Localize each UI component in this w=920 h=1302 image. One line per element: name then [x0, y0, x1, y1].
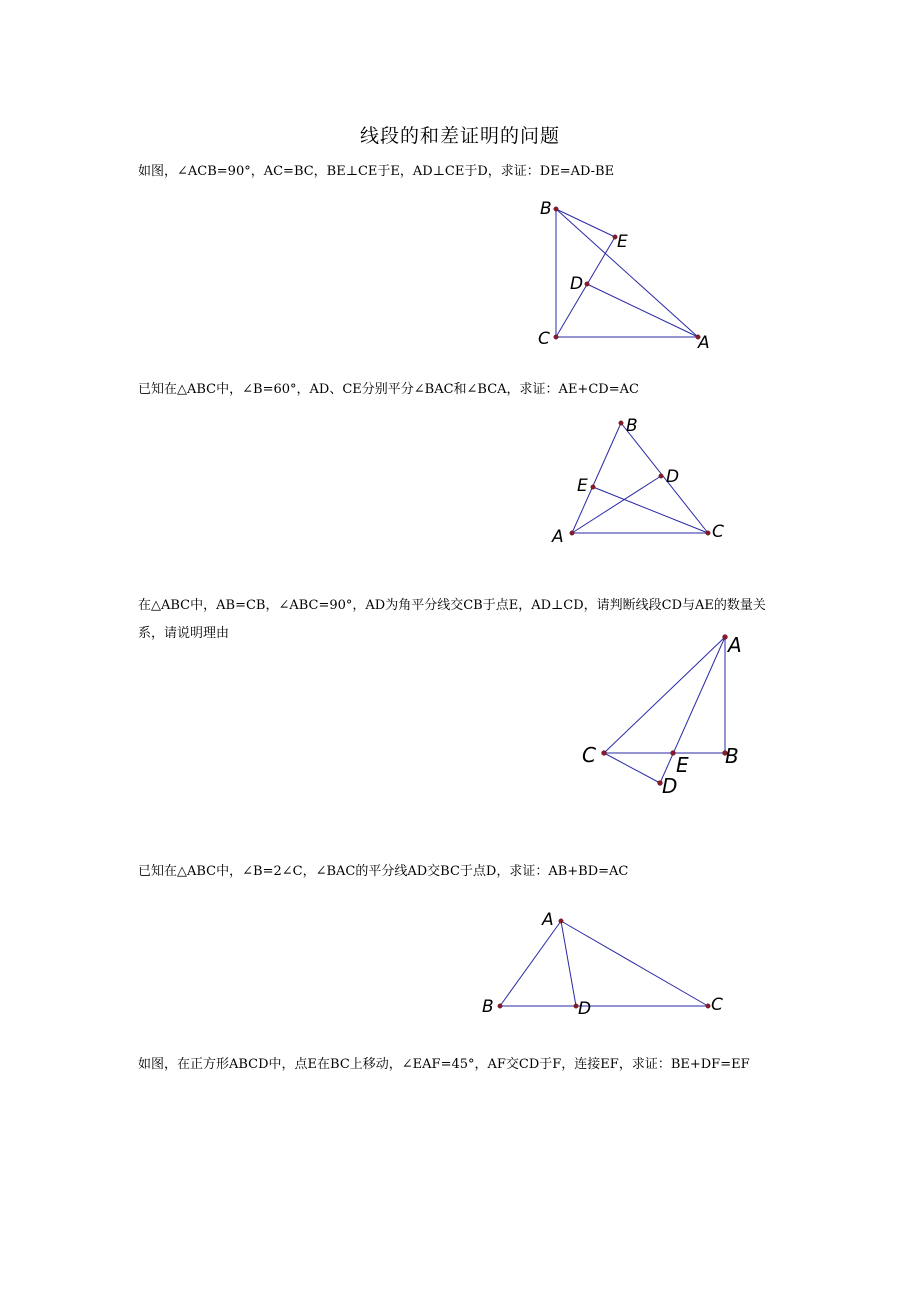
- problem-3-text: 在△ABC中，AB=CB，∠ABC=90°，AD为角平分线交CB于点E，AD⊥CD，请判断线段CD与AE的数量关系，请说明理由: [138, 598, 766, 641]
- point-c: [602, 751, 607, 756]
- point-b: [619, 421, 623, 425]
- segment-ad: [660, 637, 725, 783]
- point-d: [659, 474, 663, 478]
- problem-4-text: 已知在△ABC中，∠B=2∠C，∠BAC的平分线AD交BC于点D，求证：AB+BD=AC: [138, 864, 629, 879]
- label-d: D: [662, 774, 678, 798]
- label-e: E: [676, 753, 689, 777]
- figure-1: [538, 199, 710, 353]
- label-a: A: [728, 633, 742, 657]
- segment-ce: [593, 487, 708, 533]
- label-c: C: [711, 995, 723, 1015]
- segment-da: [587, 284, 698, 337]
- segment-ab: [500, 921, 561, 1006]
- label-e: E: [617, 232, 628, 252]
- segment-bc: [621, 423, 708, 533]
- point-d: [585, 282, 589, 286]
- label-d: D: [666, 467, 680, 487]
- point-a: [559, 919, 563, 923]
- segment-be: [556, 209, 615, 237]
- point-a: [570, 531, 574, 535]
- figure-4: [482, 910, 723, 1019]
- label-d: D: [578, 999, 592, 1019]
- label-b: B: [725, 744, 739, 768]
- label-b: B: [482, 997, 494, 1017]
- segment-ac: [561, 921, 708, 1006]
- label-b: B: [626, 416, 638, 436]
- problem-5-text: 如图，在正方形ABCD中，点E在BC上移动，∠EAF=45°，AF交CD于F，连接EF，求证：BE+DF=EF: [138, 1057, 750, 1072]
- problem-2-text: 已知在△ABC中，∠B=60°，AD、CE分别平分∠BAC和∠BCA，求证：AE+CD=AC: [138, 382, 639, 397]
- label-a: A: [552, 527, 564, 547]
- point-b: [554, 207, 558, 211]
- point-b: [498, 1004, 502, 1008]
- figure-2: [551, 416, 724, 547]
- label-a: A: [698, 333, 710, 353]
- label-a: A: [542, 910, 554, 930]
- label-c: C: [538, 329, 550, 349]
- point-c: [706, 531, 710, 535]
- label-e: E: [577, 476, 588, 496]
- problem-1-text: 如图，∠ACB=90°，AC=BC，BE⊥CE于E，AD⊥CE于D，求证：DE=AD-BE: [138, 164, 615, 179]
- segment-ce: [556, 237, 615, 337]
- segment-ad: [561, 921, 576, 1006]
- point-a: [723, 635, 728, 640]
- point-c: [706, 1004, 710, 1008]
- label-b: B: [540, 199, 552, 219]
- label-c: C: [582, 743, 596, 767]
- point-e: [591, 485, 595, 489]
- segment-ca: [604, 637, 725, 753]
- point-e: [671, 751, 676, 756]
- label-d: D: [570, 274, 584, 294]
- page-title: 线段的和差证明的问题: [359, 125, 560, 147]
- label-c: C: [712, 522, 724, 542]
- segment-ba: [556, 209, 698, 337]
- figure-3: [582, 633, 742, 798]
- point-c: [554, 335, 558, 339]
- segment-cd: [604, 753, 660, 783]
